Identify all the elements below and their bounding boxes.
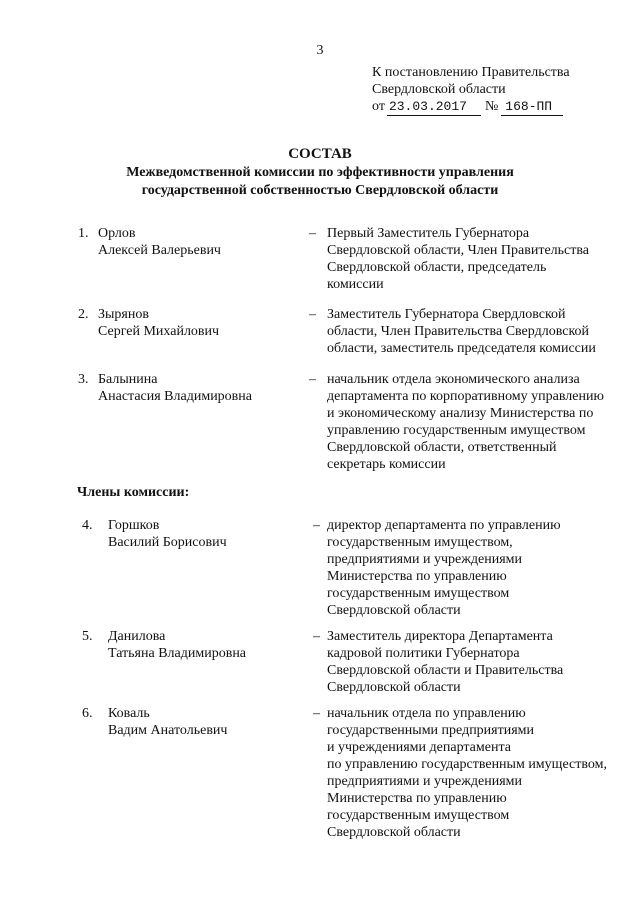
description-line: и учреждениями департамента — [327, 740, 511, 755]
document-title — [0, 145, 640, 200]
description-line: области, Член Правительства Свердловской — [327, 324, 590, 339]
entry-name — [98, 306, 219, 340]
entry-name — [108, 628, 246, 662]
entry-given-name: Алексей Валерьевич — [98, 243, 221, 258]
entry-description — [327, 517, 617, 619]
entry-name — [108, 705, 227, 739]
description-line: кадровой политики Губернатора — [327, 646, 520, 661]
description-line: области, заместитель председателя комиссии — [327, 341, 596, 356]
description-line: Свердловской области — [327, 825, 461, 840]
entry-surname: Горшков — [108, 518, 160, 533]
description-line: государственным имуществом — [327, 808, 510, 823]
appendix-line-2: Свердловской области — [372, 82, 506, 97]
entry-dash: – — [309, 307, 316, 322]
description-line: Свердловской области — [327, 603, 461, 618]
entry-description — [327, 371, 617, 473]
description-line: департамента по корпоративному управлению — [327, 389, 604, 404]
description-line: Свердловской области, Член Правительства — [327, 243, 590, 258]
description-line: управлению государственным имуществом — [327, 423, 586, 438]
appendix-block — [372, 64, 570, 116]
entry-given-name: Татьяна Владимировна — [108, 646, 247, 661]
entry-name — [108, 517, 227, 551]
entry-dash: – — [309, 372, 316, 387]
members-heading: Члены комиссии: — [77, 485, 190, 500]
page-number: 3 — [316, 43, 324, 58]
appendix-date: 23.03.2017 — [387, 98, 481, 116]
description-line: Свердловской области, ответственный — [327, 440, 557, 455]
description-line: директор департамента по управлению — [327, 518, 561, 533]
appendix-line-3 — [372, 98, 570, 116]
description-line: Первый Заместитель Губернатора — [327, 226, 530, 241]
entry-number: 2. — [78, 307, 89, 322]
entry-description — [327, 306, 617, 357]
entry-dash: – — [313, 629, 320, 644]
title-line-2: Межведомственной комиссии по эффективности управления — [126, 165, 514, 180]
entry-surname: Балынина — [98, 372, 158, 387]
description-line: Свердловской области — [327, 680, 461, 695]
description-line: начальник отдела по управлению — [327, 706, 526, 721]
description-line: комиссии — [327, 277, 384, 292]
entry-name — [98, 225, 221, 259]
entry-number: 5. — [82, 629, 93, 644]
description-line: по управлению государственным имуществом, — [327, 757, 607, 772]
entry-number: 6. — [82, 706, 93, 721]
entry-given-name: Вадим Анатольевич — [108, 723, 228, 738]
entry-number: 3. — [78, 372, 89, 387]
entry-given-name: Сергей Михайлович — [98, 324, 220, 339]
description-line: государственным имуществом — [327, 586, 510, 601]
entry-surname: Зырянов — [98, 307, 149, 322]
entry-number: 4. — [82, 518, 93, 533]
description-line: государственным имуществом, — [327, 535, 513, 550]
entry-dash: – — [313, 518, 320, 533]
entry-description — [327, 628, 617, 696]
description-line: Заместитель директора Департамента — [327, 629, 553, 644]
entry-number: 1. — [78, 226, 89, 241]
entry-dash: – — [309, 226, 316, 241]
entry-given-name: Василий Борисович — [108, 535, 227, 550]
appendix-number-label: № — [484, 99, 499, 114]
entry-dash: – — [313, 706, 320, 721]
description-line: Заместитель Губернатора Свердловской — [327, 307, 566, 322]
description-line: предприятиями и учреждениями — [327, 552, 523, 567]
description-line: Свердловской области, председатель — [327, 260, 547, 275]
entry-given-name: Анастасия Владимировна — [98, 389, 252, 404]
entry-description — [327, 225, 617, 293]
title-heading: СОСТАВ — [288, 146, 352, 162]
entry-description — [327, 705, 617, 841]
entry-name — [98, 371, 252, 405]
appendix-from-label: от — [372, 99, 385, 114]
description-line: Министерства по управлению — [327, 569, 507, 584]
description-line: государственными предприятиями — [327, 723, 535, 738]
description-line: начальник отдела экономического анализа — [327, 372, 580, 387]
entry-surname: Коваль — [108, 706, 150, 721]
entry-surname: Данилова — [108, 629, 166, 644]
title-line-3: государственной собственностью Свердловской области — [141, 183, 499, 198]
appendix-number: 168-ПП — [501, 98, 563, 116]
description-line: Свердловской области и Правительства — [327, 663, 564, 678]
entry-surname: Орлов — [98, 226, 136, 241]
description-line: секретарь комиссии — [327, 457, 446, 472]
description-line: Министерства по управлению — [327, 791, 507, 806]
description-line: предприятиями и учреждениями — [327, 774, 523, 789]
appendix-line-1: К постановлению Правительства — [372, 65, 570, 80]
description-line: и экономическому анализу Министерства по — [327, 406, 594, 421]
